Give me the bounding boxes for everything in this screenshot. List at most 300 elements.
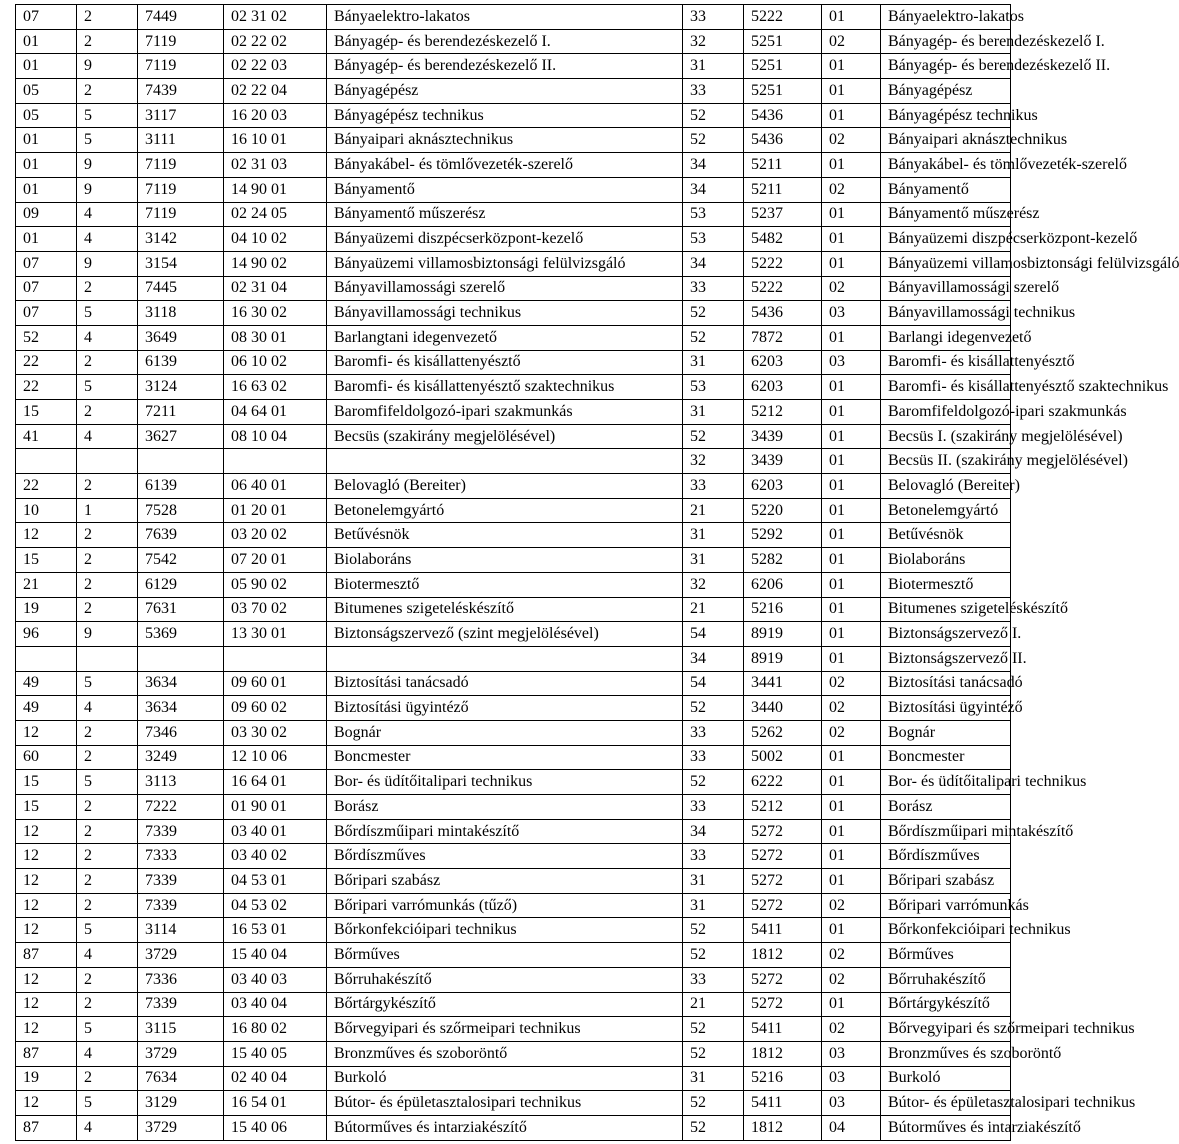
- table-row: [16, 572, 1011, 597]
- cell-code-a: 15: [16, 548, 77, 573]
- cell-new-qualification-name: Bútorműves és intarziakészítő: [881, 1115, 1011, 1140]
- cell-okj-group: 1812: [744, 1115, 822, 1140]
- cell-qualification-name: Biolaboráns: [327, 548, 683, 573]
- cell-feor-code: 6139: [138, 350, 224, 375]
- cell-code-a: 96: [16, 622, 77, 647]
- cell-okj-serial: 01: [822, 622, 881, 647]
- cell-qualification-name: Bányagép- és berendezéskezelő I.: [327, 29, 683, 54]
- cell-okj-serial: 01: [822, 646, 881, 671]
- cell-code-b: [77, 646, 138, 671]
- cell-feor-code: 7445: [138, 276, 224, 301]
- cell-qualification-name: Biotermesztő: [327, 572, 683, 597]
- qualification-table: [15, 4, 1179, 1141]
- cell-okj-level: 52: [683, 1041, 744, 1066]
- cell-code-a: 12: [16, 1017, 77, 1042]
- cell-okj-old-code: 02 31 04: [224, 276, 327, 301]
- cell-code-a: 49: [16, 696, 77, 721]
- cell-code-a: 01: [16, 227, 77, 252]
- cell-code-a: 01: [16, 128, 77, 153]
- cell-okj-old-code: 02 22 02: [224, 29, 327, 54]
- cell-new-qualification-name: Biolaboráns: [881, 548, 1011, 573]
- cell-new-qualification-name: Bányagépész: [881, 79, 1011, 104]
- cell-okj-serial: 01: [822, 400, 881, 425]
- cell-qualification-name: Bányavillamossági technikus: [327, 301, 683, 326]
- cell-new-qualification-name: Bőrműves: [881, 943, 1011, 968]
- table-row: [16, 1017, 1011, 1042]
- cell-okj-old-code: 08 10 04: [224, 424, 327, 449]
- cell-qualification-name: Bútorműves és intarziakészítő: [327, 1115, 683, 1140]
- table-row: [16, 276, 1011, 301]
- cell-okj-old-code: 13 30 01: [224, 622, 327, 647]
- cell-feor-code: 3649: [138, 325, 224, 350]
- cell-okj-group: 5272: [744, 869, 822, 894]
- cell-okj-level: 52: [683, 1017, 744, 1042]
- cell-qualification-name: Bognár: [327, 720, 683, 745]
- cell-feor-code: 3634: [138, 671, 224, 696]
- cell-qualification-name: Bőrműves: [327, 943, 683, 968]
- cell-code-b: 9: [77, 153, 138, 178]
- cell-feor-code: 7542: [138, 548, 224, 573]
- cell-okj-group: 5272: [744, 893, 822, 918]
- cell-code-a: 22: [16, 375, 77, 400]
- table-row: [16, 622, 1011, 647]
- table-row: [16, 523, 1011, 548]
- cell-okj-level: 34: [683, 646, 744, 671]
- cell-okj-serial: 01: [822, 251, 881, 276]
- cell-okj-level: 33: [683, 276, 744, 301]
- cell-feor-code: 7339: [138, 819, 224, 844]
- table-row: [16, 869, 1011, 894]
- cell-code-a: 52: [16, 325, 77, 350]
- cell-code-b: 5: [77, 375, 138, 400]
- cell-feor-code: 7339: [138, 893, 224, 918]
- cell-code-b: 2: [77, 474, 138, 499]
- cell-okj-level: 54: [683, 622, 744, 647]
- table-row: [16, 103, 1011, 128]
- cell-okj-level: 33: [683, 79, 744, 104]
- cell-okj-level: 34: [683, 153, 744, 178]
- cell-okj-serial: 01: [822, 795, 881, 820]
- cell-code-b: [77, 449, 138, 474]
- cell-feor-code: 3111: [138, 128, 224, 153]
- cell-okj-old-code: 02 40 04: [224, 1066, 327, 1091]
- cell-okj-level: 52: [683, 301, 744, 326]
- cell-feor-code: 7119: [138, 54, 224, 79]
- cell-okj-serial: 02: [822, 893, 881, 918]
- cell-okj-level: 32: [683, 449, 744, 474]
- cell-okj-group: 3439: [744, 424, 822, 449]
- table-row: [16, 795, 1011, 820]
- cell-okj-group: 5282: [744, 548, 822, 573]
- cell-qualification-name: Bányakábel- és tömlővezeték-szerelő: [327, 153, 683, 178]
- cell-code-b: 5: [77, 770, 138, 795]
- cell-feor-code: 7333: [138, 844, 224, 869]
- cell-code-a: [16, 646, 77, 671]
- cell-new-qualification-name: Bányamentő: [881, 177, 1011, 202]
- cell-new-qualification-name: Bognár: [881, 720, 1011, 745]
- table-row: [16, 54, 1011, 79]
- cell-okj-group: 5211: [744, 153, 822, 178]
- cell-qualification-name: Baromfi- és kisállattenyésztő szaktechnikus: [327, 375, 683, 400]
- cell-okj-level: 52: [683, 325, 744, 350]
- cell-code-b: 5: [77, 103, 138, 128]
- table-row: [16, 375, 1011, 400]
- cell-okj-serial: 02: [822, 128, 881, 153]
- cell-okj-group: 5251: [744, 79, 822, 104]
- cell-feor-code: 7634: [138, 1066, 224, 1091]
- cell-okj-serial: 01: [822, 103, 881, 128]
- cell-code-b: 2: [77, 745, 138, 770]
- cell-qualification-name: Bitumenes szigeteléskészítő: [327, 597, 683, 622]
- cell-okj-level: 21: [683, 992, 744, 1017]
- cell-code-b: 5: [77, 918, 138, 943]
- cell-code-a: 12: [16, 918, 77, 943]
- cell-code-a: 12: [16, 992, 77, 1017]
- cell-new-qualification-name: Bőrruhakészítő: [881, 967, 1011, 992]
- cell-code-a: 12: [16, 893, 77, 918]
- cell-code-a: 01: [16, 153, 77, 178]
- cell-okj-serial: 01: [822, 5, 881, 30]
- cell-okj-level: 33: [683, 844, 744, 869]
- cell-okj-level: 53: [683, 227, 744, 252]
- cell-okj-group: 6206: [744, 572, 822, 597]
- cell-qualification-name: Borász: [327, 795, 683, 820]
- cell-code-a: 21: [16, 572, 77, 597]
- table-row: [16, 424, 1011, 449]
- cell-new-qualification-name: Bőrkonfekcióipari technikus: [881, 918, 1011, 943]
- cell-okj-old-code: 02 22 04: [224, 79, 327, 104]
- cell-okj-old-code: 03 70 02: [224, 597, 327, 622]
- cell-okj-serial: 01: [822, 992, 881, 1017]
- cell-new-qualification-name: Biotermesztő: [881, 572, 1011, 597]
- cell-code-b: 2: [77, 844, 138, 869]
- cell-okj-old-code: 03 40 04: [224, 992, 327, 1017]
- cell-okj-level: 53: [683, 202, 744, 227]
- cell-code-b: 2: [77, 720, 138, 745]
- cell-code-b: 2: [77, 795, 138, 820]
- table-row: [16, 325, 1011, 350]
- cell-feor-code: 7119: [138, 202, 224, 227]
- cell-qualification-name: Bőripari varrómunkás (tűző): [327, 893, 683, 918]
- cell-code-a: 49: [16, 671, 77, 696]
- cell-okj-serial: 02: [822, 177, 881, 202]
- cell-okj-level: 31: [683, 54, 744, 79]
- cell-qualification-name: Bányagép- és berendezéskezelő II.: [327, 54, 683, 79]
- table-row: [16, 548, 1011, 573]
- cell-new-qualification-name: Bőrvegyipari és szőrmeipari technikus: [881, 1017, 1011, 1042]
- cell-feor-code: 7339: [138, 869, 224, 894]
- cell-okj-old-code: 04 64 01: [224, 400, 327, 425]
- cell-qualification-name: Baromfi- és kisállattenyésztő: [327, 350, 683, 375]
- cell-code-a: 12: [16, 819, 77, 844]
- cell-feor-code: 7339: [138, 992, 224, 1017]
- cell-okj-group: 5292: [744, 523, 822, 548]
- cell-new-qualification-name: Betonelemgyártó: [881, 498, 1011, 523]
- cell-okj-old-code: 14 90 01: [224, 177, 327, 202]
- cell-okj-level: 33: [683, 795, 744, 820]
- cell-code-b: 5: [77, 1091, 138, 1116]
- cell-okj-serial: 02: [822, 720, 881, 745]
- cell-new-qualification-name: Bányagép- és berendezéskezelő II.: [881, 54, 1011, 79]
- cell-code-b: 5: [77, 301, 138, 326]
- cell-code-a: 12: [16, 967, 77, 992]
- cell-feor-code: 3118: [138, 301, 224, 326]
- cell-code-b: 4: [77, 696, 138, 721]
- cell-okj-serial: 02: [822, 1017, 881, 1042]
- cell-new-qualification-name: Baromfi- és kisállattenyésztő: [881, 350, 1011, 375]
- cell-okj-level: 52: [683, 128, 744, 153]
- cell-okj-level: 52: [683, 103, 744, 128]
- cell-feor-code: 3729: [138, 943, 224, 968]
- cell-okj-level: 31: [683, 523, 744, 548]
- cell-code-b: 5: [77, 671, 138, 696]
- cell-okj-serial: 01: [822, 325, 881, 350]
- cell-okj-group: 5272: [744, 844, 822, 869]
- cell-okj-serial: 02: [822, 967, 881, 992]
- cell-okj-group: 5411: [744, 918, 822, 943]
- cell-code-a: 15: [16, 400, 77, 425]
- cell-code-a: 60: [16, 745, 77, 770]
- cell-feor-code: 7449: [138, 5, 224, 30]
- cell-okj-old-code: 14 90 02: [224, 251, 327, 276]
- cell-okj-group: 6203: [744, 474, 822, 499]
- cell-okj-group: 3439: [744, 449, 822, 474]
- cell-new-qualification-name: Borász: [881, 795, 1011, 820]
- cell-okj-group: 6222: [744, 770, 822, 795]
- cell-code-a: 22: [16, 474, 77, 499]
- cell-okj-group: 5211: [744, 177, 822, 202]
- cell-okj-group: 5436: [744, 103, 822, 128]
- cell-okj-group: 6203: [744, 375, 822, 400]
- cell-okj-serial: 04: [822, 1115, 881, 1140]
- cell-okj-serial: 01: [822, 153, 881, 178]
- cell-code-a: 07: [16, 276, 77, 301]
- cell-okj-old-code: 03 20 02: [224, 523, 327, 548]
- cell-new-qualification-name: Bányagépész technikus: [881, 103, 1011, 128]
- cell-okj-old-code: 03 40 03: [224, 967, 327, 992]
- cell-okj-group: 5212: [744, 400, 822, 425]
- cell-okj-group: 5482: [744, 227, 822, 252]
- cell-code-a: 07: [16, 301, 77, 326]
- cell-code-b: 2: [77, 992, 138, 1017]
- cell-code-b: 4: [77, 424, 138, 449]
- cell-code-b: 9: [77, 54, 138, 79]
- cell-okj-serial: 01: [822, 79, 881, 104]
- cell-code-a: 12: [16, 1091, 77, 1116]
- cell-new-qualification-name: Bányaelektro-lakatos: [881, 5, 1011, 30]
- cell-okj-old-code: 16 20 03: [224, 103, 327, 128]
- cell-code-a: 10: [16, 498, 77, 523]
- cell-feor-code: 3154: [138, 251, 224, 276]
- cell-qualification-name: Baromfifeldolgozó-ipari szakmunkás: [327, 400, 683, 425]
- cell-qualification-name: Bányamentő: [327, 177, 683, 202]
- table-row: [16, 893, 1011, 918]
- cell-okj-old-code: 04 53 02: [224, 893, 327, 918]
- table-row: [16, 474, 1011, 499]
- cell-new-qualification-name: Barlangi idegenvezető: [881, 325, 1011, 350]
- cell-feor-code: 3117: [138, 103, 224, 128]
- cell-okj-level: 34: [683, 251, 744, 276]
- cell-okj-old-code: 02 24 05: [224, 202, 327, 227]
- cell-new-qualification-name: Biztosítási tanácsadó: [881, 671, 1011, 696]
- cell-okj-old-code: 15 40 04: [224, 943, 327, 968]
- cell-code-a: [16, 449, 77, 474]
- cell-qualification-name: Bőrvegyipari és szőrmeipari technikus: [327, 1017, 683, 1042]
- cell-okj-old-code: 07 20 01: [224, 548, 327, 573]
- cell-okj-old-code: 08 30 01: [224, 325, 327, 350]
- cell-okj-group: 5272: [744, 992, 822, 1017]
- table-row: [16, 251, 1011, 276]
- cell-qualification-name: Burkoló: [327, 1066, 683, 1091]
- cell-okj-level: 33: [683, 5, 744, 30]
- cell-okj-group: 5251: [744, 29, 822, 54]
- cell-new-qualification-name: Bányaüzemi villamosbiztonsági felülvizsgáló: [881, 251, 1011, 276]
- cell-okj-level: 21: [683, 498, 744, 523]
- cell-code-a: 22: [16, 350, 77, 375]
- cell-okj-old-code: [224, 449, 327, 474]
- cell-okj-serial: 02: [822, 671, 881, 696]
- cell-new-qualification-name: Betűvésnök: [881, 523, 1011, 548]
- table-row: [16, 202, 1011, 227]
- cell-okj-level: 52: [683, 1115, 744, 1140]
- cell-new-qualification-name: Bőripari varrómunkás: [881, 893, 1011, 918]
- cell-okj-level: 33: [683, 474, 744, 499]
- cell-okj-old-code: 16 54 01: [224, 1091, 327, 1116]
- cell-okj-level: 32: [683, 29, 744, 54]
- table-row: [16, 177, 1011, 202]
- cell-code-a: 12: [16, 720, 77, 745]
- cell-code-b: 2: [77, 5, 138, 30]
- cell-okj-serial: 01: [822, 745, 881, 770]
- cell-okj-group: 5262: [744, 720, 822, 745]
- cell-okj-old-code: 02 31 03: [224, 153, 327, 178]
- cell-qualification-name: Barlangtani idegenvezető: [327, 325, 683, 350]
- cell-code-b: 5: [77, 1017, 138, 1042]
- cell-okj-group: 5436: [744, 128, 822, 153]
- cell-okj-old-code: 12 10 06: [224, 745, 327, 770]
- cell-new-qualification-name: Bányamentő műszerész: [881, 202, 1011, 227]
- table-row: [16, 1091, 1011, 1116]
- cell-feor-code: 7211: [138, 400, 224, 425]
- cell-new-qualification-name: Biztonságszervező I.: [881, 622, 1011, 647]
- cell-okj-serial: 01: [822, 869, 881, 894]
- cell-okj-serial: 01: [822, 548, 881, 573]
- cell-code-a: 41: [16, 424, 77, 449]
- cell-okj-old-code: 03 40 02: [224, 844, 327, 869]
- cell-qualification-name: Boncmester: [327, 745, 683, 770]
- cell-qualification-name: Bányaelektro-lakatos: [327, 5, 683, 30]
- cell-new-qualification-name: Boncmester: [881, 745, 1011, 770]
- cell-okj-old-code: 16 63 02: [224, 375, 327, 400]
- cell-code-b: 5: [77, 128, 138, 153]
- cell-code-b: 2: [77, 276, 138, 301]
- table-row: [16, 844, 1011, 869]
- cell-feor-code: 7639: [138, 523, 224, 548]
- cell-okj-group: 3441: [744, 671, 822, 696]
- cell-feor-code: 3114: [138, 918, 224, 943]
- cell-okj-serial: 01: [822, 844, 881, 869]
- cell-okj-serial: 03: [822, 1091, 881, 1116]
- cell-qualification-name: Belovagló (Bereiter): [327, 474, 683, 499]
- cell-okj-level: 52: [683, 943, 744, 968]
- table-row: [16, 918, 1011, 943]
- cell-qualification-name: Bányavillamossági szerelő: [327, 276, 683, 301]
- table-row: [16, 1041, 1011, 1066]
- cell-okj-old-code: 06 10 02: [224, 350, 327, 375]
- cell-code-a: 87: [16, 1041, 77, 1066]
- cell-code-b: 9: [77, 622, 138, 647]
- cell-code-a: 12: [16, 844, 77, 869]
- cell-okj-group: 8919: [744, 622, 822, 647]
- cell-code-a: 19: [16, 1066, 77, 1091]
- cell-code-b: 2: [77, 819, 138, 844]
- cell-okj-old-code: 05 90 02: [224, 572, 327, 597]
- cell-okj-level: 31: [683, 400, 744, 425]
- cell-feor-code: 7119: [138, 29, 224, 54]
- cell-okj-level: 52: [683, 1091, 744, 1116]
- table-row: [16, 79, 1011, 104]
- cell-code-b: 9: [77, 251, 138, 276]
- cell-qualification-name: Bányaüzemi villamosbiztonsági felülvizsgáló: [327, 251, 683, 276]
- cell-okj-level: 33: [683, 720, 744, 745]
- cell-code-b: 4: [77, 325, 138, 350]
- cell-okj-level: 32: [683, 572, 744, 597]
- cell-okj-serial: 01: [822, 227, 881, 252]
- cell-okj-level: 34: [683, 819, 744, 844]
- cell-okj-serial: 01: [822, 498, 881, 523]
- cell-qualification-name: Bútor- és épületasztalosipari technikus: [327, 1091, 683, 1116]
- table-row: [16, 1115, 1011, 1140]
- cell-new-qualification-name: Belovagló (Bereiter): [881, 474, 1011, 499]
- table-row: [16, 770, 1011, 795]
- cell-okj-serial: 01: [822, 449, 881, 474]
- cell-okj-level: 31: [683, 893, 744, 918]
- cell-new-qualification-name: Biztonságszervező II.: [881, 646, 1011, 671]
- cell-okj-group: 5251: [744, 54, 822, 79]
- cell-okj-serial: 02: [822, 696, 881, 721]
- cell-code-a: 05: [16, 79, 77, 104]
- table-row: [16, 29, 1011, 54]
- cell-code-b: 2: [77, 548, 138, 573]
- cell-okj-group: 5272: [744, 967, 822, 992]
- table-row: [16, 819, 1011, 844]
- cell-code-a: 15: [16, 770, 77, 795]
- cell-new-qualification-name: Becsüs II. (szakirány megjelölésével): [881, 449, 1011, 474]
- cell-feor-code: [138, 646, 224, 671]
- cell-okj-old-code: 16 53 01: [224, 918, 327, 943]
- cell-code-a: 87: [16, 943, 77, 968]
- table-row: [16, 943, 1011, 968]
- cell-feor-code: 3634: [138, 696, 224, 721]
- cell-qualification-name: Betonelemgyártó: [327, 498, 683, 523]
- cell-code-a: 12: [16, 523, 77, 548]
- cell-okj-level: 52: [683, 696, 744, 721]
- cell-qualification-name: Bányaipari aknásztechnikus: [327, 128, 683, 153]
- cell-okj-group: 5272: [744, 819, 822, 844]
- cell-okj-group: 5002: [744, 745, 822, 770]
- cell-code-b: 4: [77, 202, 138, 227]
- cell-qualification-name: Betűvésnök: [327, 523, 683, 548]
- cell-new-qualification-name: Bőrdíszműves: [881, 844, 1011, 869]
- cell-new-qualification-name: Bányakábel- és tömlővezeték-szerelő: [881, 153, 1011, 178]
- cell-new-qualification-name: Baromfi- és kisállattenyésztő szaktechnikus: [881, 375, 1011, 400]
- cell-code-a: 07: [16, 251, 77, 276]
- table-row: [16, 967, 1011, 992]
- cell-qualification-name: Bányagépész technikus: [327, 103, 683, 128]
- cell-okj-level: 52: [683, 770, 744, 795]
- cell-qualification-name: Biztosítási ügyintéző: [327, 696, 683, 721]
- cell-code-b: 4: [77, 1115, 138, 1140]
